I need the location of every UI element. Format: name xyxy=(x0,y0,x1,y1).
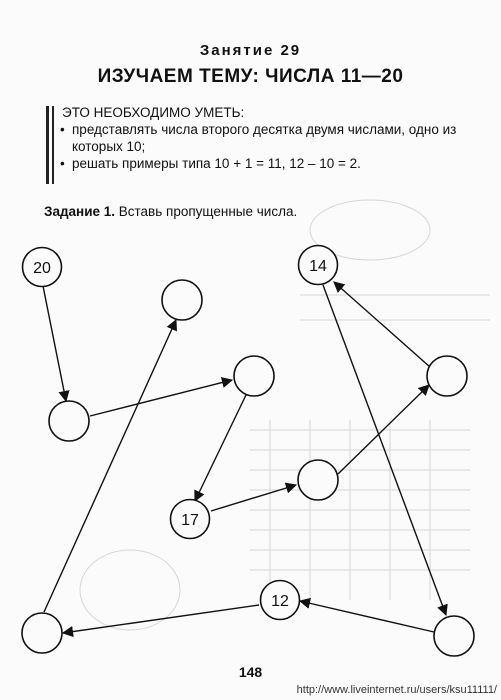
number-circle-blank[interactable] xyxy=(22,613,62,653)
task-text: Вставь пропущенные числа. xyxy=(115,204,298,219)
arrow-c11-to-c7 xyxy=(44,320,176,612)
number-circle-blank[interactable] xyxy=(427,356,467,396)
watermark-url: http://www.liveinternet.ru/users/ksu11111/ xyxy=(296,684,497,696)
page-number: 148 xyxy=(238,664,263,680)
circles xyxy=(22,246,474,657)
arrow-c3-to-17 xyxy=(195,395,246,501)
arrow-20-to-c2 xyxy=(43,286,66,401)
arrow-c9-to-12 xyxy=(300,601,434,632)
number-circle-blank[interactable] xyxy=(162,280,202,320)
arrow-14-to-c9 xyxy=(323,285,446,615)
circle-label: 20 xyxy=(33,260,51,277)
circle-label: 17 xyxy=(181,512,199,529)
arrow-17-to-c4 xyxy=(211,485,296,511)
task-label: Задание 1. xyxy=(44,204,116,219)
topic-title: ИЗУЧАЕМ ТЕМУ: ЧИСЛА 11—20 xyxy=(97,66,404,87)
skills-item: • представлять числа второго десятка двумя числами, одно из которых 10; xyxy=(60,121,488,155)
number-circle-blank[interactable] xyxy=(49,401,89,441)
arrow-c2-to-c3 xyxy=(90,380,232,416)
number-circle-blank[interactable] xyxy=(434,616,474,656)
skills-heading: ЭТО НЕОБХОДИМО УМЕТЬ: xyxy=(62,105,245,120)
skills-item: • решать примеры типа 10 + 1 = 11, 12 – 10 = 2. xyxy=(60,155,488,172)
circle-label: 12 xyxy=(271,593,289,610)
number-circle-blank[interactable] xyxy=(298,460,338,500)
arrow-12-to-c11 xyxy=(63,605,259,633)
arrows xyxy=(43,282,446,633)
circle-label: 14 xyxy=(309,258,327,275)
number-circle-blank[interactable] xyxy=(234,356,274,396)
lesson-title: Занятие 29 xyxy=(199,42,302,59)
arrow-c4-to-c6 xyxy=(338,385,429,474)
